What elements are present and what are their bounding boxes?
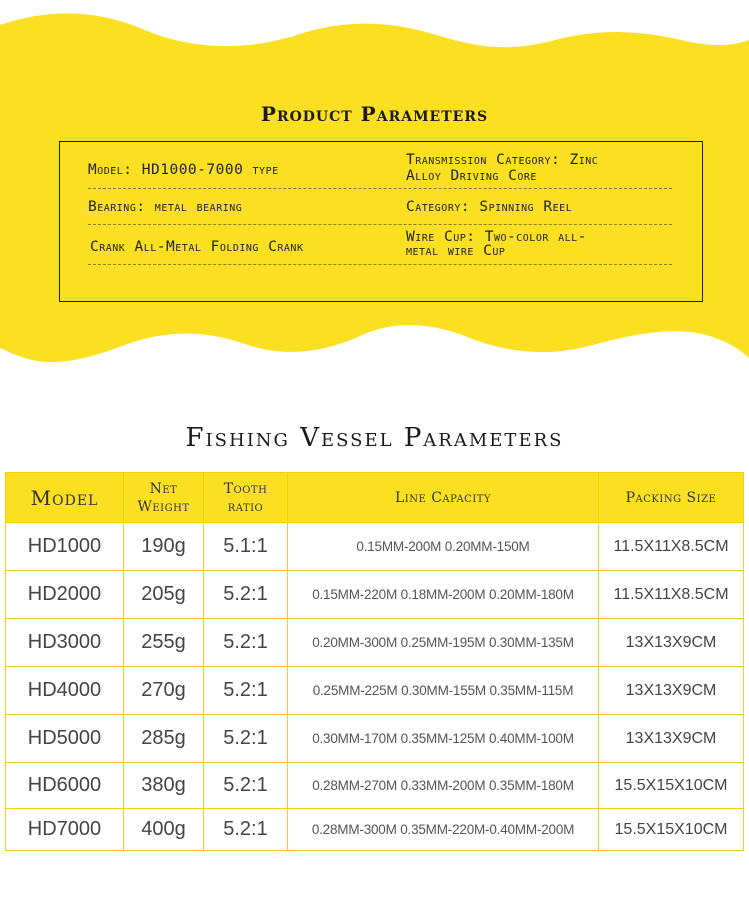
cell-model: HD6000 [6, 763, 124, 809]
param-wire-cup-line2: metal wire Cup [406, 243, 506, 259]
vessel-parameters-title: Fishing Vessel Parameters [185, 423, 564, 453]
cell-model: HD1000 [6, 523, 124, 571]
param-transmission-line2: Alloy Driving Core [406, 168, 537, 184]
param-wire-cup-line1: Wire Cup: Two-color all- [406, 229, 587, 245]
table-row [6, 619, 744, 667]
cell-packing-size: 15.5X15X10CM [599, 809, 744, 851]
vessel-parameters-table [5, 472, 744, 851]
cell-weight: 380g [124, 763, 204, 809]
cell-ratio: 5.2:1 [204, 715, 288, 763]
header-tooth-ratio-line2: ratio [227, 498, 264, 515]
cell-line-capacity: 0.15MM-220M 0.18MM-200M 0.20MM-180M [288, 571, 599, 619]
cell-line-capacity: 0.28MM-300M 0.35MM-220M-0.40MM-200M [288, 809, 599, 851]
param-bearing: Bearing: metal bearing [88, 199, 243, 215]
header-tooth-ratio [204, 473, 288, 523]
cell-ratio: 5.2:1 [204, 809, 288, 851]
cell-ratio: 5.2:1 [204, 763, 288, 809]
cell-ratio: 5.2:1 [204, 571, 288, 619]
table-row [6, 715, 744, 763]
cell-weight: 270g [124, 667, 204, 715]
param-wire-cup [406, 230, 587, 258]
param-row [88, 188, 672, 225]
header-model: Model [6, 473, 124, 523]
cell-ratio: 5.1:1 [204, 523, 288, 571]
param-transmission [406, 152, 598, 184]
table-row [6, 571, 744, 619]
cell-line-capacity: 0.15MM-200M 0.20MM-150M [288, 523, 599, 571]
header-packing-size: Packing Size [599, 473, 744, 523]
cell-weight: 400g [124, 809, 204, 851]
table-row [6, 667, 744, 715]
cell-packing-size: 11.5X11X8.5CM [599, 523, 744, 571]
table-row [6, 809, 744, 851]
table-row [6, 523, 744, 571]
header-net-weight-line1: Net [149, 480, 178, 497]
product-parameters-title: Product Parameters [260, 102, 489, 126]
product-parameters-box [59, 141, 703, 302]
cell-packing-size: 13X13X9CM [599, 667, 744, 715]
param-transmission-line1: Transmission Category: Zinc [406, 152, 599, 168]
table-header-row [6, 473, 744, 523]
cell-model: HD2000 [6, 571, 124, 619]
header-net-weight-line2: Weight [137, 498, 190, 515]
header-net-weight [124, 473, 204, 523]
cell-ratio: 5.2:1 [204, 619, 288, 667]
cell-model: HD7000 [6, 809, 124, 851]
header-line-capacity: Line Capacity [288, 473, 599, 523]
cell-model: HD4000 [6, 667, 124, 715]
cell-weight: 205g [124, 571, 204, 619]
cell-packing-size: 13X13X9CM [599, 715, 744, 763]
param-crank: Crank All-Metal Folding Crank [90, 239, 304, 255]
cell-packing-size: 13X13X9CM [599, 619, 744, 667]
cell-weight: 255g [124, 619, 204, 667]
table-row [6, 763, 744, 809]
param-row [88, 224, 672, 265]
header-tooth-ratio-line1: Tooth [223, 480, 268, 497]
cell-ratio: 5.2:1 [204, 667, 288, 715]
cell-model: HD5000 [6, 715, 124, 763]
param-row [88, 150, 672, 189]
cell-line-capacity: 0.28MM-270M 0.33MM-200M 0.35MM-180M [288, 763, 599, 809]
cell-line-capacity: 0.25MM-225M 0.30MM-155M 0.35MM-115M [288, 667, 599, 715]
cell-weight: 190g [124, 523, 204, 571]
cell-line-capacity: 0.30MM-170M 0.35MM-125M 0.40MM-100M [288, 715, 599, 763]
param-model: Model: HD1000-7000 type [88, 162, 279, 178]
cell-weight: 285g [124, 715, 204, 763]
cell-packing-size: 11.5X11X8.5CM [599, 571, 744, 619]
cell-model: HD3000 [6, 619, 124, 667]
param-category: Category: Spinning Reel [406, 199, 573, 215]
cell-line-capacity: 0.20MM-300M 0.25MM-195M 0.30MM-135M [288, 619, 599, 667]
cell-packing-size: 15.5X15X10CM [599, 763, 744, 809]
